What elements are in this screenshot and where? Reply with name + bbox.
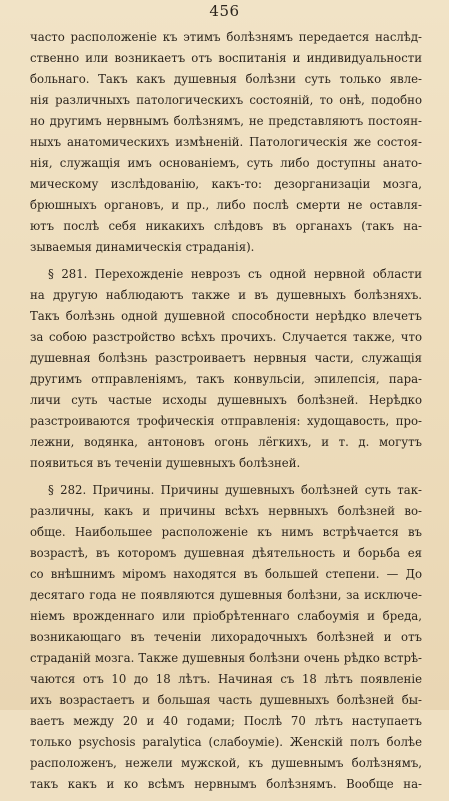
- text-line: нія, служащія имъ основаніемъ, суть либо доступны анато-: [30, 156, 422, 170]
- text-line: § 281. Перехожденіе неврозъ съ одной нервной области: [48, 267, 422, 281]
- text-line: разстроиваются трофическія отправленія: худощавость, про-: [30, 414, 422, 428]
- text-line: со внѣшнимъ міромъ находятся въ большей степени. — До: [30, 567, 422, 581]
- text-line: ютъ послѣ себя никакихъ слѣдовъ въ органахъ (такъ на-: [30, 219, 422, 233]
- text-line: чаются отъ 10 до 18 лѣтъ. Начиная съ 18 лѣтъ появленіе: [30, 672, 422, 686]
- text-line: обще. Наибольшее расположеніе къ нимъ встрѣчается въ: [30, 525, 422, 539]
- page-number: 456: [209, 2, 240, 20]
- text-line: такъ какъ и ко всѣмъ нервнымъ болѣзнямъ. Вообще на-: [30, 777, 422, 791]
- paragraph-282: [30, 480, 422, 795]
- text-line: § 282. Причины. Причины душевныхъ болѣзней суть так-: [48, 483, 422, 497]
- text-line: душевная болѣзнь разстроиваетъ нервныя части, служащія: [30, 351, 422, 365]
- text-line: десятаго года не появляются душевныя болѣзни, за исключе-: [30, 588, 422, 602]
- text-line: но другимъ нервнымъ болѣзнямъ, не представляютъ постоян-: [30, 114, 422, 128]
- text-line: ніемъ врожденнаго или пріобрѣтеннаго слабоумія и бреда,: [30, 609, 422, 623]
- paragraph-1: [30, 27, 422, 258]
- text-line: больнаго. Такъ какъ душевныя болѣзни суть только явле-: [30, 72, 422, 86]
- text-line: появиться въ теченіи душевныхъ болѣзней.: [30, 456, 301, 470]
- text-line: возрастѣ, въ которомъ душевная дѣятельность и борьба ея: [30, 546, 422, 560]
- text-line: различны, какъ и причины всѣхъ нервныхъ болѣзней во-: [30, 504, 422, 518]
- text-line: другимъ отправленіямъ, такъ конвульсіи, эпилепсія, пара-: [30, 372, 422, 386]
- text-line: ваетъ между 20 и 40 годами; Послѣ 70 лѣтъ наступаетъ: [30, 714, 422, 728]
- page-text: [30, 27, 422, 801]
- text-line: на другую наблюдаютъ также и въ душевныхъ болѣзняхъ.: [30, 288, 422, 302]
- text-line: возникающаго въ теченіи лихорадочныхъ болѣзней и отъ: [30, 630, 422, 644]
- text-line: зываемыя динамическія страданія).: [30, 240, 255, 254]
- text-line: часто расположеніе къ этимъ болѣзнямъ передается наслѣд-: [30, 30, 422, 44]
- text-line: лежни, водянка, антоновъ огонь лёгкихъ, и т. д. могутъ: [30, 435, 422, 449]
- text-line: только psychosis paralytica (слабоуміе). Женскій полъ болѣе: [30, 735, 422, 749]
- text-line: ихъ возрастаетъ и большая часть душевныхъ болѣзней бы-: [30, 693, 422, 707]
- text-line: личи суть частые исходы душевныхъ болѣзней. Нерѣдко: [30, 393, 422, 407]
- text-line: ныхъ анатомическихъ измѣненій. Патологическія же состоя-: [30, 135, 422, 149]
- text-line: за собою разстройство всѣхъ прочихъ. Случается также, что: [30, 330, 422, 344]
- paragraph-281: [30, 264, 422, 474]
- text-line: расположенъ, нежели мужской, къ душевнымъ болѣзнямъ,: [30, 756, 422, 770]
- text-line: страданій мозга. Также душевныя болѣзни очень рѣдко встрѣ-: [30, 651, 422, 665]
- text-line: мическому изслѣдованію, какъ-то: дезорганизаціи мозга,: [30, 177, 422, 191]
- text-line: брюшныхъ органовъ, и пр., либо послѣ смерти не оставля-: [30, 198, 422, 212]
- text-line: Такъ болѣзнь одной душевной способности нерѣдко влечетъ: [30, 309, 422, 323]
- text-line: ственно или возникаетъ отъ воспитанія и индивидуальности: [30, 51, 422, 65]
- text-line: нія различныхъ патологическихъ состояній, то онѣ, подобно: [30, 93, 422, 107]
